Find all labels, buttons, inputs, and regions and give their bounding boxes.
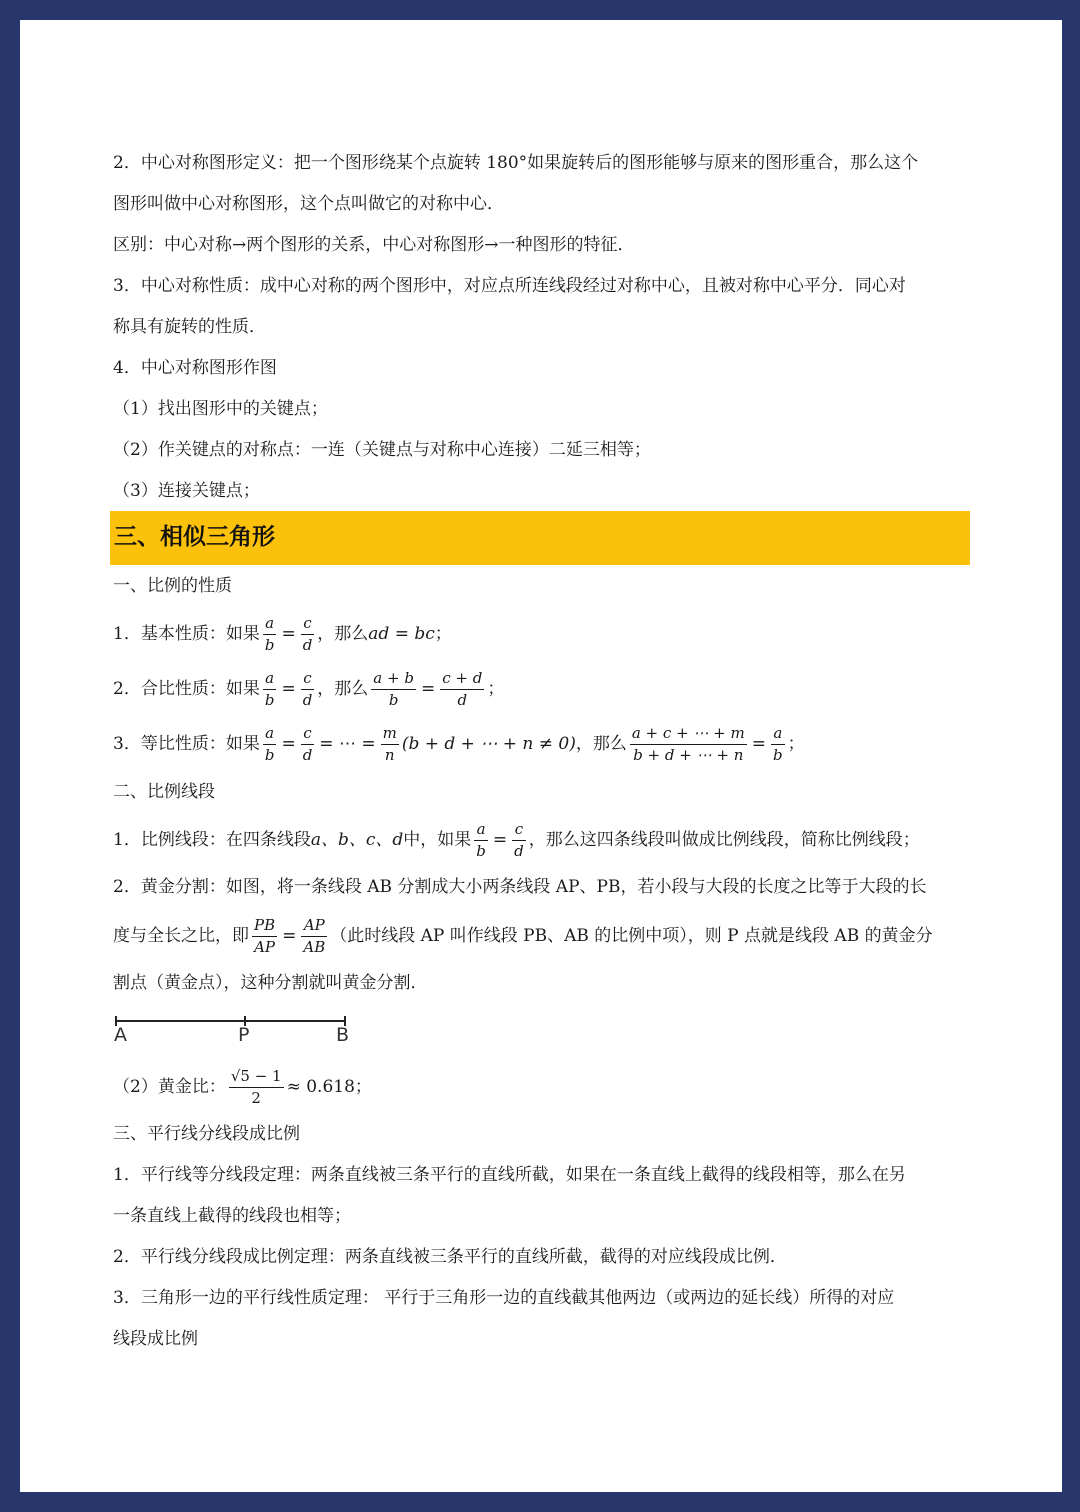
rule-proportional-segments [113, 820, 1002, 860]
equals-sign: = [281, 734, 296, 754]
denominator: d [302, 746, 313, 764]
section-banner [110, 511, 970, 565]
fraction-pb-over-ap [252, 918, 277, 955]
paragraph-center-symmetric-property: 3．中心对称性质：成中心对称的两个图形中，对应点所连线段经过对称中心，且被对称中心平分．同心对 [113, 276, 906, 296]
paragraph-parallel-theorem-2: 2．平行线分线段成比例定理：两条直线被三条平行的直线所截，截得的对应线段成比例． [113, 1247, 787, 1267]
list-item: （3）连接关键点； [113, 481, 260, 501]
point-label-b: B [336, 1024, 350, 1046]
rule-text: 中，如果 [403, 830, 472, 850]
denominator: b [371, 689, 416, 708]
rule-text: ，那么 [317, 679, 369, 699]
paragraph-line: 称具有旋转的性质． [113, 317, 266, 337]
denominator: d [302, 636, 313, 654]
numerator: a [773, 724, 783, 742]
paragraph-line: 割点（黄金点），这种分割就叫黄金分割． [113, 973, 428, 993]
fraction-a-over-b [263, 616, 277, 653]
formula: ad = bc [368, 624, 435, 644]
equals-sign: = [751, 734, 766, 754]
rule-text: ，那么 [317, 624, 369, 644]
numerator: c [303, 724, 312, 742]
numerator: PB [254, 916, 276, 934]
numerator: c [303, 614, 312, 632]
paragraph-line: 一条直线上截得的线段也相等； [113, 1206, 351, 1226]
numerator: a [265, 724, 275, 742]
variables: a、b、c、d [310, 830, 404, 850]
numerator: AP [303, 916, 325, 934]
paragraph-center-symmetric-definition: 2．中心对称图形定义：把一个图形绕某个点旋转 180°如果旋转后的图形能够与原来的图形重合，那么这个 [113, 153, 919, 173]
golden-ratio-value [113, 1066, 1002, 1108]
equals-sign: = [420, 679, 436, 699]
numerator: c + d [442, 669, 483, 687]
condition: (b + d + ⋯ + n ≠ 0) [401, 734, 576, 754]
section-title: 三、相似三角形 [114, 524, 275, 550]
denominator: b + d + ⋯ + n [630, 744, 747, 763]
denominator: b [476, 842, 486, 860]
denominator: n [381, 744, 399, 763]
denominator: AB [303, 938, 326, 956]
ellipsis-equals: = ⋯ = [319, 734, 376, 754]
list-item: （1）找出图形中的关键点； [113, 399, 328, 419]
equals-sign: = [281, 624, 296, 644]
rule-basic-property [113, 614, 1002, 654]
denominator: d [302, 691, 313, 709]
fraction-c-plus-d-over-d [440, 671, 484, 708]
rule-text: 1．基本性质：如果 [113, 624, 260, 644]
numerator: c [303, 669, 312, 687]
numerator: m [382, 724, 397, 742]
fraction-m-over-n [381, 726, 399, 763]
numerator: a [476, 820, 486, 838]
point-label-p: P [238, 1024, 250, 1046]
paragraph-line: 图形叫做中心对称图形，这个点叫做它的对称中心． [113, 194, 504, 214]
denominator: d [514, 842, 524, 860]
fraction-a-over-b [263, 671, 277, 708]
rule-text: 1．比例线段：在四条线段 [113, 830, 311, 850]
list-item: （2）作关键点的对称点：一连（关键点与对称中心连接）二延三相等； [113, 440, 651, 460]
paragraph-golden-ratio-formula [113, 915, 1002, 957]
numerator: a + c + ⋯ + m [631, 724, 745, 742]
denominator: b [772, 746, 783, 764]
paragraph-line: 线段成比例 [113, 1329, 198, 1349]
rule-text: ，那么这四条线段叫做成比例线段，简称比例线段； [528, 830, 920, 850]
rule-text: 2．合比性质：如果 [113, 679, 260, 699]
rule-text: ； [434, 624, 452, 644]
subsection-heading: 三、平行线分线段成比例 [113, 1124, 300, 1144]
rule-text: （2）黄金比： [113, 1077, 226, 1097]
paragraph-golden-section: 2．黄金分割：如图，将一条线段 AB 分割成大小两条线段 AP、PB，若小段与大段的长度之比等于大段的长 [113, 877, 927, 897]
paragraph-difference: 区别：中心对称→两个图形的关系，中心对称图形→一种图形的特征． [113, 235, 635, 255]
fraction-ap-over-ab [301, 918, 327, 955]
fraction-c-over-d [301, 726, 315, 763]
equals-sign: = [281, 679, 296, 699]
rule-text: ≈ 0.618； [286, 1077, 372, 1097]
rule-text: 度与全长之比，即 [113, 926, 249, 946]
denominator: d [440, 689, 484, 708]
denominator: b [264, 636, 275, 654]
point-label-a: A [114, 1024, 127, 1046]
numerator: a + b [373, 669, 414, 687]
fraction-a-over-b [771, 726, 785, 763]
rule-compound-property [113, 669, 1002, 709]
rule-text: 3．等比性质：如果 [113, 734, 260, 754]
rule-text: ，那么 [575, 734, 627, 754]
numerator: a [265, 669, 275, 687]
fraction-a-over-b [263, 726, 277, 763]
fraction-sum-ratio [630, 726, 747, 763]
document-page [20, 20, 1062, 1492]
rule-text: （此时线段 AP 叫作线段 PB、AB 的比例中项），则 P 点就是线段 AB 的黄金分 [330, 926, 933, 946]
denominator: 2 [229, 1087, 284, 1106]
denominator: AP [252, 936, 277, 955]
fraction-c-over-d [512, 822, 526, 859]
paragraph-drawing-title: 4．中心对称图形作图 [113, 358, 277, 378]
segment-line [112, 1016, 352, 1032]
paragraph-parallel-theorem-3: 3．三角形一边的平行线性质定理： 平行于三角形一边的直线截其他两边（或两边的延长线）所得的对应 [113, 1288, 895, 1308]
paragraph-parallel-theorem-1: 1．平行线等分线段定理：两条直线被三条平行的直线所截，如果在一条直线上截得的线段相等，那么在另 [113, 1165, 906, 1185]
subsection-heading: 二、比例线段 [113, 782, 215, 802]
rule-text: ； [487, 679, 505, 699]
subsection-heading: 一、比例的性质 [113, 576, 232, 596]
fraction-a-plus-b-over-b [371, 671, 416, 708]
numerator: c [514, 820, 524, 838]
denominator: b [264, 691, 275, 709]
denominator: b [264, 746, 275, 764]
rule-equal-ratio-property [113, 724, 1002, 764]
numerator: √5 − 1 [230, 1067, 282, 1085]
equals-sign: = [282, 926, 297, 946]
numerator: a [265, 614, 275, 632]
rule-text: ； [787, 734, 805, 754]
fraction-c-over-d [301, 671, 315, 708]
fraction-a-over-b [474, 822, 488, 859]
equals-sign: = [492, 830, 508, 850]
fraction-golden-ratio [229, 1069, 284, 1106]
fraction-c-over-d [301, 616, 315, 653]
